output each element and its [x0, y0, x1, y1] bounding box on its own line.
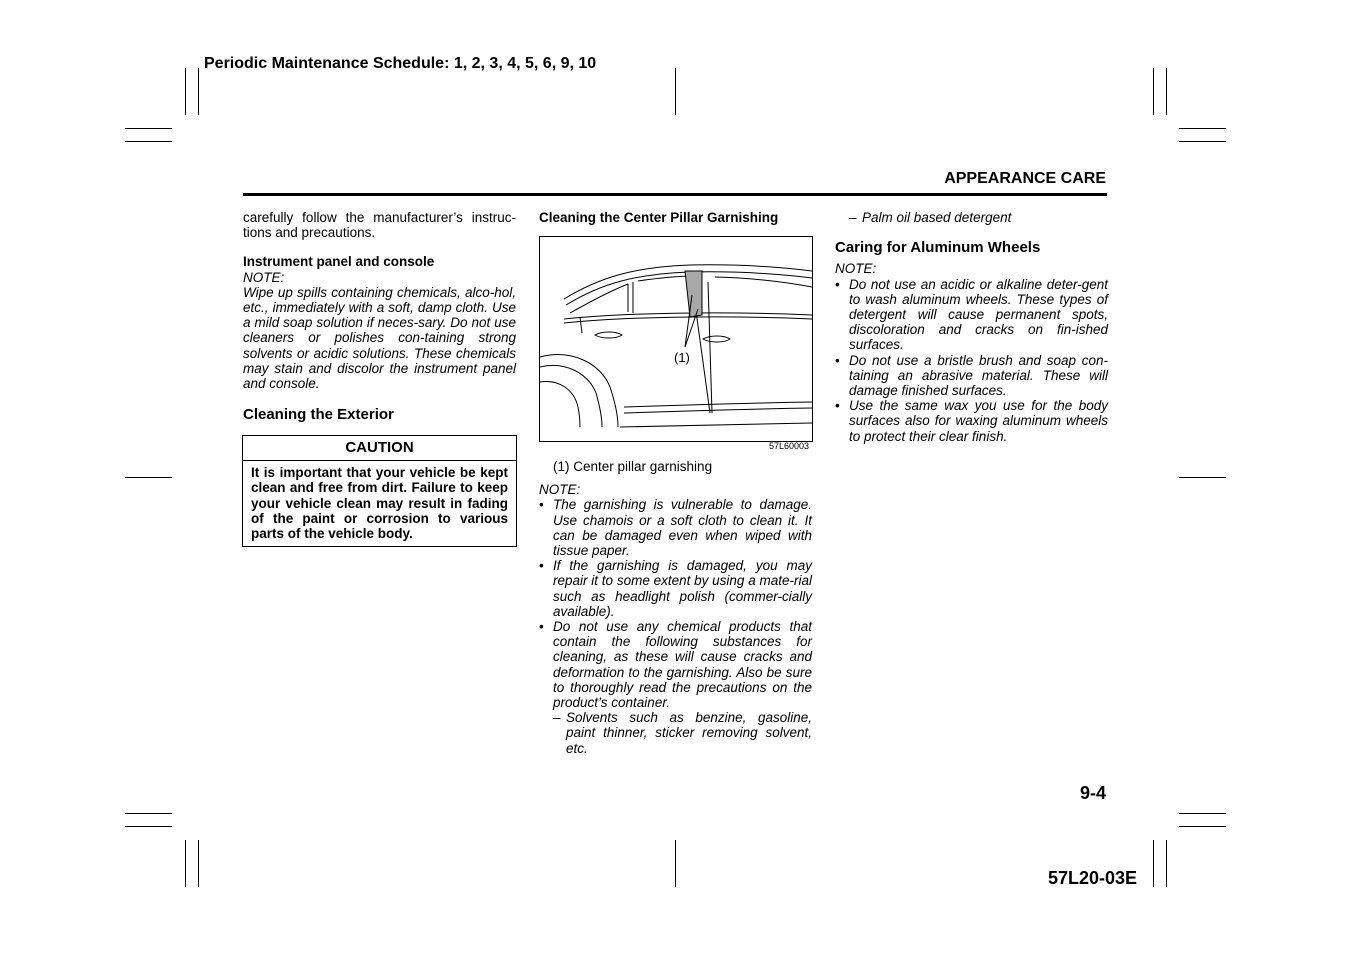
- column-middle: [539, 210, 812, 225]
- figure-code: 57L60003: [769, 441, 810, 451]
- column-right: [835, 210, 1108, 444]
- header-rule: [243, 193, 1107, 196]
- car-side-illustration: [540, 237, 812, 441]
- section-title: APPEARANCE CARE: [944, 170, 1106, 187]
- aluminum-wheels-heading: Caring for Aluminum Wheels: [835, 239, 1041, 257]
- dash-item-solvents: – Solvents such as benzine, gasoline, paint thinner, sticker removing solvent, etc.: [553, 710, 812, 756]
- caution-title: CAUTION: [243, 436, 516, 461]
- list-item: • Do not use a bristle brush and soap con-taining an abrasive material. These will damage finished surfaces.: [835, 352, 1108, 399]
- intro-text: carefully follow the manufacturer’s instruc-tions and precautions.: [243, 210, 516, 241]
- document-code: 57L20-03E: [1047, 868, 1137, 888]
- list-item: • The garnishing is vulnerable to damage. Use chamois or a soft cloth to clean it. It can be damaged even when wiped with tissue paper.: [539, 497, 812, 559]
- figure-callout: (1): [674, 350, 690, 365]
- note-label: NOTE:: [243, 269, 285, 285]
- note-label-3: NOTE:: [835, 261, 877, 277]
- note-label-2: NOTE:: [539, 482, 581, 498]
- car-pillar-figure: [539, 236, 813, 442]
- list-item: • Use the same wax you use for the body surfaces also for waxing aluminum wheels to protect their clear finish.: [835, 398, 1108, 444]
- list-item: • Do not use an acidic or alkaline deter-gent to wash aluminum wheels. These types of detergent will cause permanent spots, discoloration and cracks on fin-ished surfaces.: [835, 276, 1108, 353]
- list-item: • Do not use any chemical products that contain the following substances for cleaning, as these will cause cracks and deformation to the garnishing. Also be sure to thoroughly read the precautions on the product’s container.: [539, 619, 812, 711]
- center-pillar-heading: Cleaning the Center Pillar Garnishing: [539, 210, 779, 225]
- cleaning-exterior-heading: Cleaning the Exterior: [243, 406, 394, 424]
- column-middle-lower: [539, 459, 812, 756]
- figure-caption: (1) Center pillar garnishing: [553, 459, 713, 474]
- wheel-note-list: [835, 277, 1108, 444]
- note-text: Wipe up spills containing chemicals, alco-hol, etc., immediately with a soft, damp cloth. Use a mild soap solution if neces-sary. Do not use cleaners or polishes con-taining strong solvents or acidic solutions. These chemicals may stain and discolor the instrument panel and console.: [243, 284, 516, 392]
- list-item: • If the garnishing is damaged, you may repair it to some extent by using a mate-rial such as headlight polish (commer-cially available).: [539, 558, 812, 619]
- caution-text: It is important that your vehicle be kept clean and free from dirt. Failure to keep your vehicle clean may result in fading of the paint or corrosion to various parts of the vehicle body.: [251, 465, 508, 542]
- instrument-panel-heading: Instrument panel and console: [243, 254, 435, 270]
- schedule-title: Periodic Maintenance Schedule: 1, 2, 3, 4, 5, 6, 9, 10: [204, 55, 597, 72]
- garnishing-note-list: [539, 497, 812, 710]
- page-number: 9-4: [1079, 783, 1106, 803]
- caution-box: [242, 435, 517, 547]
- dash-item-palm-oil: – Palm oil based detergent: [849, 210, 1012, 225]
- column-left: [243, 210, 516, 422]
